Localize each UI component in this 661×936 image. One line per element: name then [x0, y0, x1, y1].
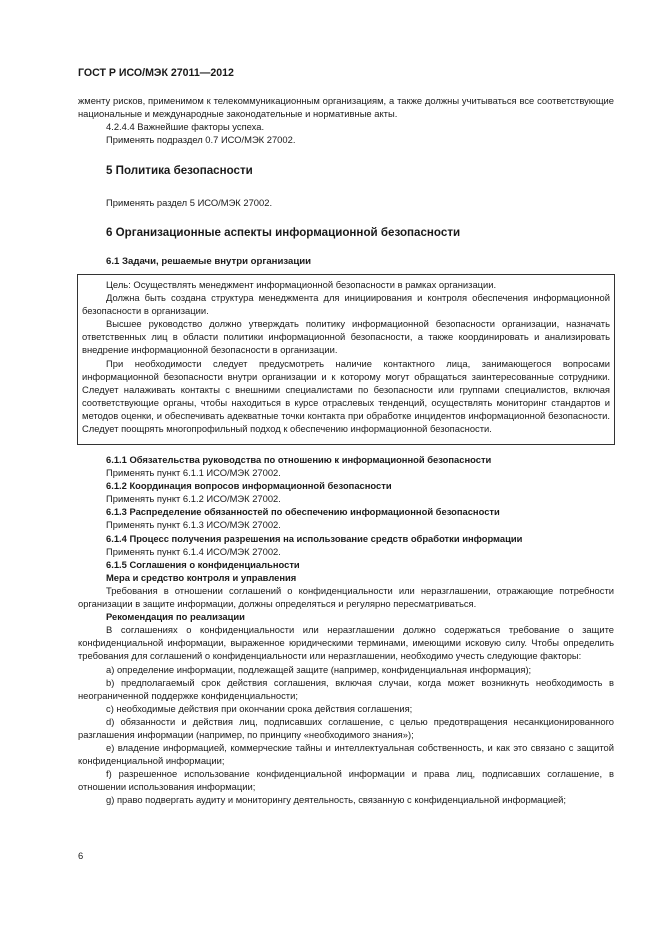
clause-6-1-1-text: Применять пункт 6.1.1 ИСО/МЭК 27002. [106, 467, 281, 479]
list-item: f) разрешенное использование конфиденциальной информации и права лиц, подписавших соглашение, в отношении использования информации; [78, 768, 614, 793]
requirement-text: Требования в отношении соглашений о конфиденциальности или неразглашении, отражающие потребности организации в защите информации, должны определяться и регулярно пересматриваться. [78, 584, 614, 610]
list-item: a) определение информации, подлежащей защите (например, конфиденциальная информация); [106, 663, 532, 675]
clause-6-1-2-title: 6.1.2 Координация вопросов информационной безопасности [106, 480, 392, 492]
list-item: c) необходимые действия при окончании срока действия соглашения; [106, 702, 413, 714]
recommendation-text: В соглашениях о конфиденциальности или неразглашении должно содержаться требование о защите конфиденциальной информации, выраженное юридическими терминами, имеющими исковую силу. Чтобы определить требования для соглашений о конфиденциальности или неразглашении, необходимо учесть следующие факторы: [78, 624, 614, 662]
measure-heading: Мера и средство контроля и управления [106, 571, 297, 583]
continuation-text: жменту рисков, применимом к телекоммуникационным организациям, а также должны учитываться все соответствующие национальные и международные законодательные и нормативные акты. [78, 95, 614, 120]
section-5-title: 5 Политика безопасности [106, 164, 253, 177]
list-item: g) право подвергать аудиту и мониторингу деятельность, связанную с конфиденциальной информацией; [106, 794, 567, 806]
page-number: 6 [78, 850, 84, 861]
clause-4-2-4-4-text: Применять подраздел 0.7 ИСО/МЭК 27002. [106, 134, 296, 145]
list-item: e) владение информацией, коммерческие тайны и интеллектуальная собственность, и как это связано с защитой конфиденциальной информации; [78, 742, 614, 767]
clause-4-2-4-4: 4.2.4.4 Важнейшие факторы успеха. [106, 121, 265, 132]
document-header: ГОСТ Р ИСО/МЭК 27011—2012 [78, 67, 234, 79]
objective-contacts: При необходимости следует предусмотреть наличие контактного лица, занимающегося вопросами информационной безопасности внутри организации и к которому могут обращаться заинтересованные сотрудники. Следует налаживать контакты с внешними специалистами по безопасности или группами специалистов, включая соответствующие органы, чтобы находиться в курсе отраслевых тенденций, осуществлять мониторинг стандартов и методов оценки, и обеспечивать адекватные точки контакта при обработке инцидентов информационной безопасности. Следует поощрять многопрофильный подход к обеспечению информационной безопасности. [82, 357, 610, 435]
list-item: d) обязанности и действия лиц, подписавших соглашение, с целью предотвращения несанкционированного разглашения информации (например, по принципу «необходимого знания»); [78, 715, 614, 740]
objective-box [77, 274, 615, 445]
recommendation-heading: Рекомендация по реализации [106, 611, 245, 623]
clause-6-1-3-title: 6.1.3 Распределение обязанностей по обеспечению информационной безопасности [106, 506, 500, 518]
clause-6-1-5-title: 6.1.5 Соглашения о конфиденциальности [106, 558, 300, 570]
objective-goal: Цель: Осуществлять менеджмент информационной безопасности в рамках организации. [106, 279, 497, 290]
section-6-1-body [78, 453, 614, 807]
clause-6-1-1-title: 6.1.1 Обязательства руководства по отношению к информационной безопасности [106, 454, 492, 465]
section-5-text: Применять раздел 5 ИСО/МЭК 27002. [106, 197, 273, 208]
list-item: b) предполагаемый срок действия соглашения, включая случаи, когда может возникнуть необходимость в неограниченной поддержке конфиденциальности; [78, 676, 614, 701]
clause-6-1-4-title: 6.1.4 Процесс получения разрешения на использование средств обработки информации [106, 532, 523, 544]
objective-management: Высшее руководство должно утверждать политику информационной безопасности организации, назначать ответственных лиц в области политики информационной безопасности, а также координировать и анализировать внедрение информационной безопасности в организации. [82, 318, 610, 356]
clause-6-1-2-text: Применять пункт 6.1.2 ИСО/МЭК 27002. [106, 493, 281, 505]
clause-6-1-3-text: Применять пункт 6.1.3 ИСО/МЭК 27002. [106, 519, 281, 531]
clause-6-1-4-text: Применять пункт 6.1.4 ИСО/МЭК 27002. [106, 545, 281, 557]
objective-structure: Должна быть создана структура менеджмента для инициирования и контроля обеспечения информационной безопасности в организации. [82, 292, 610, 317]
section-6-title: 6 Организационные аспекты информационной безопасности [106, 226, 461, 239]
section-6-1-title: 6.1 Задачи, решаемые внутри организации [106, 256, 312, 267]
